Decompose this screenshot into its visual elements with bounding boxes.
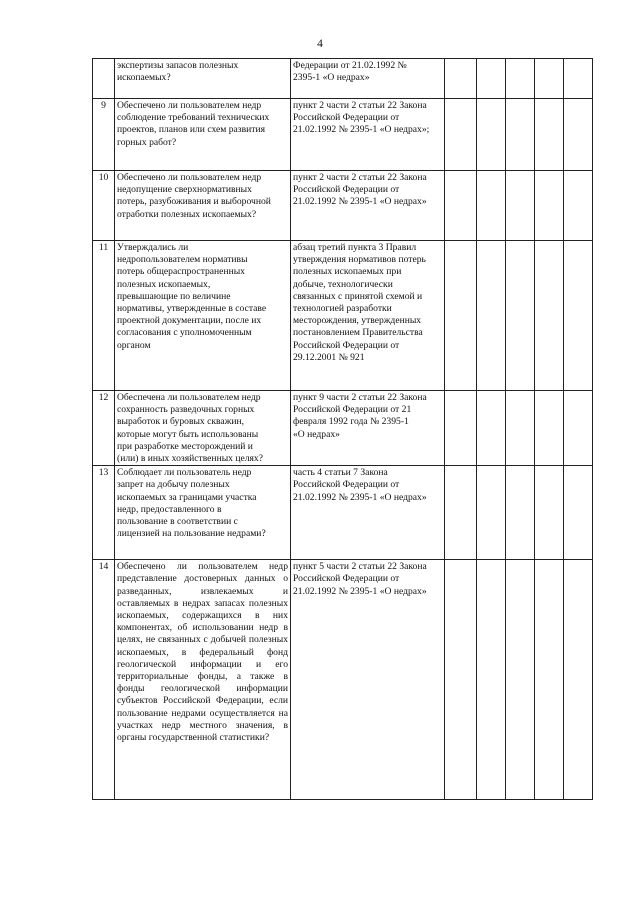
table-row xyxy=(93,466,593,560)
question-text: Соблюдает ли пользователь недр xyxy=(117,467,252,479)
question-text: недопущение сверхнормативных xyxy=(117,184,252,196)
question-text: экспертизы запасов полезных xyxy=(117,60,239,71)
legal-reference-text: утверждения нормативов потерь xyxy=(293,254,426,266)
legal-reference-text: технологией разработки xyxy=(293,303,392,315)
question-cell xyxy=(115,171,291,241)
answer-mark-cell[interactable] xyxy=(535,171,564,241)
legal-reference-cell xyxy=(291,391,445,466)
answer-mark-cell[interactable] xyxy=(564,241,593,391)
legal-reference-cell xyxy=(291,59,445,99)
question-text: проектов, планов или схем развития xyxy=(117,124,265,136)
answer-mark-cell[interactable] xyxy=(506,466,535,560)
legal-reference-text: 21.02.1992 № 2395-1 «О недрах» xyxy=(293,196,427,208)
legal-reference-text: пункт 9 части 2 статьи 22 Закона xyxy=(293,392,427,403)
question-text: сохранность разведочных горных xyxy=(117,404,255,416)
legal-reference-text: Российской Федерации от xyxy=(293,184,400,196)
table-row xyxy=(93,560,593,800)
question-cell xyxy=(115,391,291,466)
answer-mark-cell[interactable] xyxy=(506,59,535,99)
question-text: недр, предоставленного в xyxy=(117,503,222,515)
question-text: Обеспечено ли пользователем недр xyxy=(117,172,262,183)
legal-reference-text: 2395-1 «О недрах» xyxy=(293,72,370,84)
answer-mark-cell[interactable] xyxy=(564,59,593,99)
question-text: соблюдение требований технических xyxy=(117,112,270,124)
question-text: полезных ископаемых, xyxy=(117,278,211,290)
answer-mark-cell[interactable] xyxy=(506,391,535,466)
table-row xyxy=(93,391,593,466)
question-text: которые могут быть использованы xyxy=(117,428,259,440)
legal-reference-text: постановлением Правительства xyxy=(293,327,423,339)
question-text: Утверждались ли xyxy=(117,242,189,253)
answer-mark-cell[interactable] xyxy=(564,560,593,800)
legal-reference-text: добыче, технологически xyxy=(293,278,393,290)
answer-mark-cell[interactable] xyxy=(445,391,477,466)
legal-reference-text: Российской Федерации от xyxy=(293,479,400,491)
table-row xyxy=(93,171,593,241)
question-text: пользование в соответствии с xyxy=(117,516,238,528)
answer-mark-cell[interactable] xyxy=(477,560,506,800)
question-text: ископаемых за границами участка xyxy=(117,491,257,503)
answer-mark-cell[interactable] xyxy=(477,391,506,466)
answer-mark-cell[interactable] xyxy=(445,171,477,241)
table-row xyxy=(93,241,593,391)
question-text: Обеспечено ли пользователем недр представление достоверных данных о разведанных, извлекаемых и оставляемых в недрах запасах полезных ископаемых, содержащихся в них компонентах, об использовании недр в целях, не связанных с добычей полезных ископаемых, в федеральный фонд геологической информации и его территориальные фонды, а также в фонды геологической информации субъектов Российской Федерации, если пользование недрами осуществляется на участках недр местного значения, в органы государственной статистики? xyxy=(117,561,288,744)
answer-mark-cell[interactable] xyxy=(535,560,564,800)
legal-reference-text: 21.02.1992 № 2395-1 «О недрах» xyxy=(293,491,427,503)
legal-reference-text: абзац третий пункта 3 Правил xyxy=(293,242,417,253)
legal-reference-text: Российской Федерации от 21 xyxy=(293,404,412,416)
question-text: выработок и буровых скважин, xyxy=(117,416,244,428)
answer-mark-cell[interactable] xyxy=(477,99,506,171)
answer-mark-cell[interactable] xyxy=(506,99,535,171)
answer-mark-cell[interactable] xyxy=(564,99,593,171)
question-text: потерь, разубоживания и выборочной xyxy=(117,196,271,208)
legal-reference-text: Российской Федерации от xyxy=(293,339,400,351)
question-text: превышающие по величине xyxy=(117,290,231,302)
answer-mark-cell[interactable] xyxy=(535,99,564,171)
legal-reference-cell xyxy=(291,560,445,800)
legal-reference-text: связанных с принятой схемой и xyxy=(293,290,423,302)
question-text: Обеспечено ли пользователем недр xyxy=(117,100,262,111)
answer-mark-cell[interactable] xyxy=(506,560,535,800)
question-cell xyxy=(115,560,291,800)
answer-mark-cell[interactable] xyxy=(564,391,593,466)
legal-reference-text: пункт 5 части 2 статьи 22 Закона xyxy=(293,561,427,573)
question-text: проектной документации, после их xyxy=(117,315,262,327)
question-text: недропользователем нормативы xyxy=(117,254,248,266)
answer-mark-cell[interactable] xyxy=(445,466,477,560)
question-text: лицензией на пользование недрами? xyxy=(117,528,266,540)
page-number: 4 xyxy=(317,38,323,50)
legal-reference-cell xyxy=(291,466,445,560)
row-number xyxy=(93,59,115,99)
answer-mark-cell[interactable] xyxy=(506,241,535,391)
legal-reference-text: пункт 2 части 2 статьи 22 Закона xyxy=(293,100,427,111)
question-text: запрет на добычу полезных xyxy=(117,479,230,491)
legal-reference-cell xyxy=(291,99,445,171)
question-text: отработки полезных ископаемых? xyxy=(117,208,257,220)
question-text: нормативы, утвержденные в составе xyxy=(117,303,267,315)
row-number: 9 xyxy=(93,99,115,171)
question-text: потерь общераспространенных xyxy=(117,266,245,278)
checklist-table xyxy=(92,58,593,800)
table-row xyxy=(93,59,593,99)
question-cell xyxy=(115,241,291,391)
answer-mark-cell[interactable] xyxy=(445,241,477,391)
row-number: 14 xyxy=(93,560,115,800)
answer-mark-cell[interactable] xyxy=(564,171,593,241)
legal-reference-text: часть 4 статьи 7 Закона xyxy=(293,467,388,479)
answer-mark-cell[interactable] xyxy=(564,466,593,560)
question-text: горных работ? xyxy=(117,136,177,148)
answer-mark-cell[interactable] xyxy=(477,466,506,560)
answer-mark-cell[interactable] xyxy=(445,560,477,800)
question-text: при разработке месторождений и xyxy=(117,440,253,452)
row-number: 11 xyxy=(93,241,115,391)
answer-mark-cell[interactable] xyxy=(477,171,506,241)
answer-mark-cell[interactable] xyxy=(535,241,564,391)
legal-reference-cell xyxy=(291,171,445,241)
answer-mark-cell[interactable] xyxy=(477,241,506,391)
answer-mark-cell[interactable] xyxy=(445,59,477,99)
answer-mark-cell[interactable] xyxy=(445,99,477,171)
answer-mark-cell[interactable] xyxy=(477,59,506,99)
question-text: (или) в иных хозяйственных целях? xyxy=(117,453,263,465)
question-text: Обеспечена ли пользователем недр xyxy=(117,392,261,403)
answer-mark-cell[interactable] xyxy=(535,466,564,560)
legal-reference-text: 29.12.2001 № 921 xyxy=(293,351,365,363)
legal-reference-text: месторождения, утвержденных xyxy=(293,315,422,327)
legal-reference-text: пункт 2 части 2 статьи 22 Закона xyxy=(293,172,427,183)
question-text: органом xyxy=(117,339,151,351)
answer-mark-cell[interactable] xyxy=(535,59,564,99)
answer-mark-cell[interactable] xyxy=(535,391,564,466)
legal-reference-text: Российской Федерации от xyxy=(293,573,400,585)
row-number: 12 xyxy=(93,391,115,466)
legal-reference-text: Федерации от 21.02.1992 № xyxy=(293,60,407,71)
legal-reference-text: полезных ископаемых при xyxy=(293,266,402,278)
row-number: 10 xyxy=(93,171,115,241)
legal-reference-text: 21.02.1992 № 2395-1 «О недрах» xyxy=(293,585,427,597)
question-cell xyxy=(115,59,291,99)
question-text: согласования с уполномоченным xyxy=(117,327,252,339)
answer-mark-cell[interactable] xyxy=(506,171,535,241)
legal-reference-text: 21.02.1992 № 2395-1 «О недрах»; xyxy=(293,124,430,136)
legal-reference-cell xyxy=(291,241,445,391)
legal-reference-text: февраля 1992 года № 2395-1 xyxy=(293,416,409,428)
question-cell xyxy=(115,466,291,560)
row-number: 13 xyxy=(93,466,115,560)
legal-reference-text: «О недрах» xyxy=(293,428,340,440)
table-row xyxy=(93,99,593,171)
question-text: ископаемых? xyxy=(117,72,171,84)
legal-reference-text: Российской Федерации от xyxy=(293,112,400,124)
question-cell xyxy=(115,99,291,171)
